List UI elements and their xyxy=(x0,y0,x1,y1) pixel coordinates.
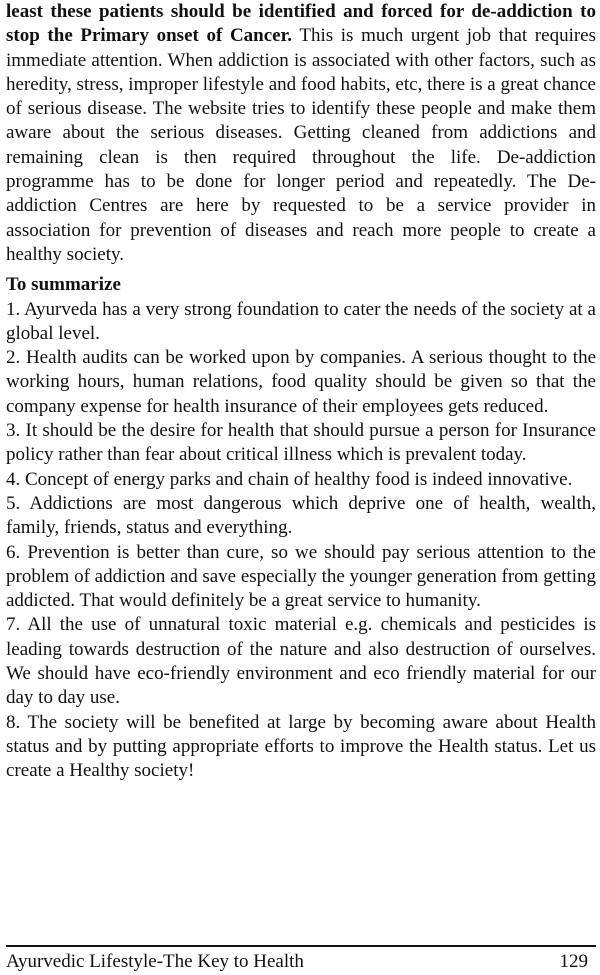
summary-item-5: 5. Addictions are most dangerous which deprive one of health, wealth, family, friends, status and everything. xyxy=(6,492,596,539)
page-number: 129 xyxy=(559,951,588,972)
summary-item-8: 8. The society will be benefited at large by becoming aware about Health status and by putting appropriate efforts to improve the Health status. Let us create a Healthy society! xyxy=(6,711,596,782)
summary-item-6: 6. Prevention is better than cure, so we should pay serious attention to the problem of addiction and save especially the younger generation from getting addicted. That would definitely be a great service to humanity. xyxy=(6,541,596,612)
summary-item-7: 7. All the use of unnatural toxic material e.g. chemicals and pesticides is leading towards destruction of the nature and also destruction of ourselves. We should have eco-friendly environment and eco friendly material for our day to day use. xyxy=(6,614,596,709)
intro-rest: This is much urgent job that requires immediate attention. When addiction is associated with other factors, such as heredity, stress, improper lifestyle and food habits, etc, there is a great chance of serious disease. The website tries to identify these people and make them aware about the serious diseases. Getting cleaned from addictions and remaining clean is then required throughout the life. De-addiction programme has to be done for longer period and repeatedly. The De-addiction Centres are here by requested to be a service provider in association for prevention of diseases and reach more people to create a healthy society. xyxy=(6,25,597,265)
footer-divider xyxy=(6,945,596,947)
body-text xyxy=(6,0,596,784)
summary-item-1: 1. Ayurveda has a very strong foundation to cater the needs of the society at a global level. xyxy=(6,298,596,344)
summary-item-4: 4. Concept of energy parks and chain of healthy food is indeed innovative. xyxy=(6,468,573,490)
summary-item-2: 2. Health audits can be worked upon by companies. A serious thought to the working hours, human relations, food quality should be given so that the company expense for health insurance of their employees gets reduced. xyxy=(6,347,596,417)
intro-bold-lead: least these patients should be identified and forced for de-addiction to stop the Primary onset of Cancer. xyxy=(6,1,596,47)
running-footer-title: Ayurvedic Lifestyle-The Key to Health xyxy=(6,951,304,972)
book-page xyxy=(6,0,596,975)
summary-item-3: 3. It should be the desire for health that should pursue a person for Insurance policy rather than fear about critical illness which is prevalent today. xyxy=(6,420,596,466)
section-heading: To summarize xyxy=(6,274,121,296)
intro-paragraph xyxy=(6,0,596,267)
